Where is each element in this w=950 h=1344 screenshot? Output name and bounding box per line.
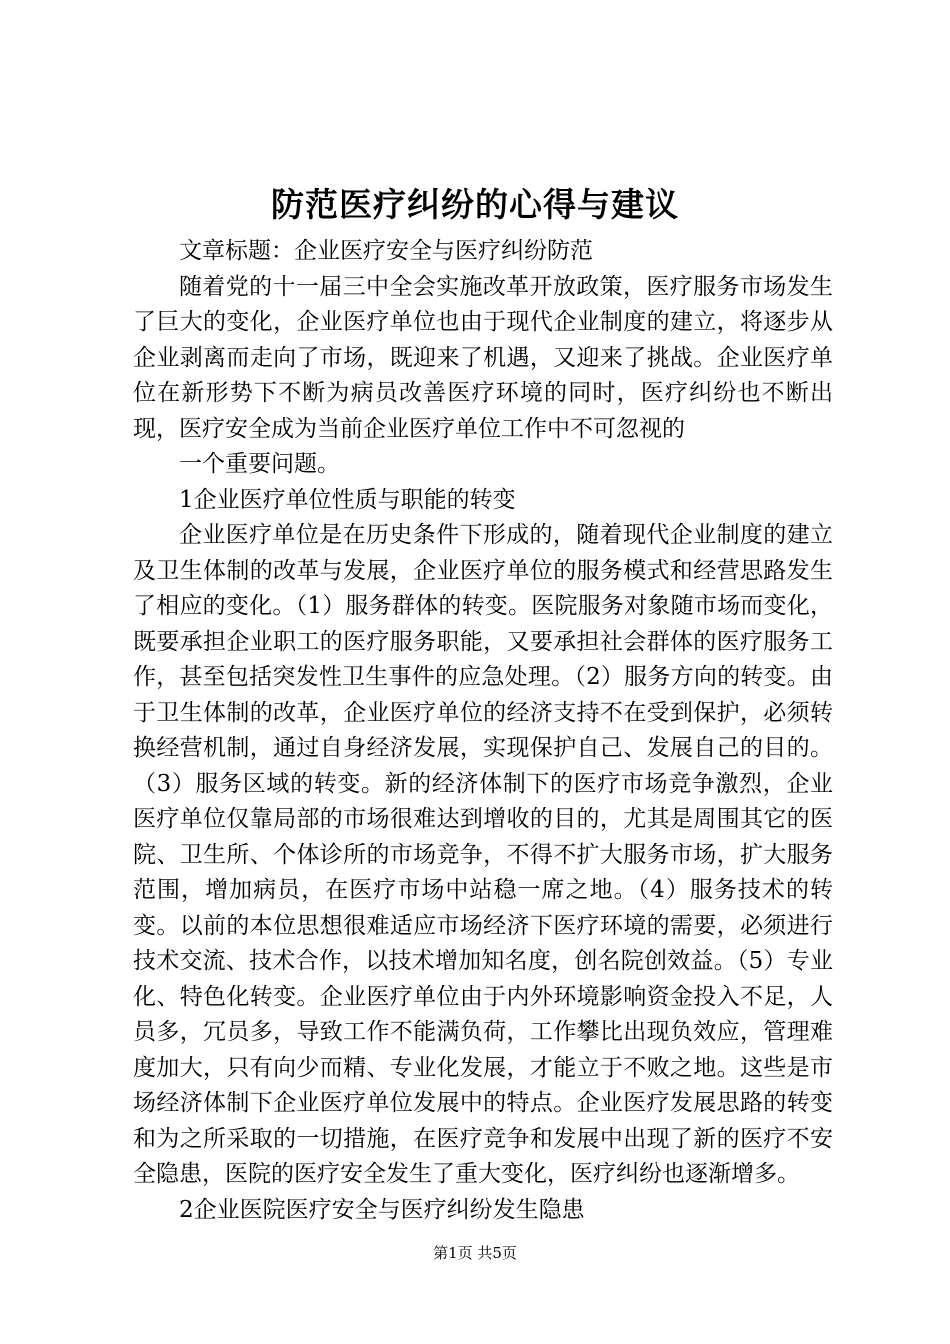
- section-heading-2: 2企业医院医疗安全与医疗纠纷发生隐患: [179, 1196, 585, 1223]
- intro-continuation: 一个重要问题。: [179, 451, 340, 477]
- page-footer: 第1页 共5页: [433, 1244, 517, 1262]
- document-title: 防范医疗纠纷的心得与建议: [271, 185, 679, 224]
- section-1-paragraph: 企业医疗单位是在历史条件下形成的，随着现代企业制度的建立及卫生体制的改革与发展，企业医疗单位的服务模式和经营思路发生了相应的变化。（1）服务群体的转变。医院服务对象随市场而变化，既要承担企业职工的医疗服务职能，又要承担社会群体的医疗服务工作，甚至包括突发性卫生事件的应急处理。（2）服务方向的转变。由于卫生体制的改革，企业医疗单位的经济支持不在受到保护，必须转换经营机制，通过自身经济发展，实现保护自己、发展自己的目的。（3）服务区域的转变。新的经济体制下的医疗市场竞争激烈，企业医疗单位仅靠局部的市场很难达到增收的目的，尤其是周围其它的医院、卫生所、个体诊所的市场竞争，不得不扩大服务市场，扩大服务范围，增加病员，在医疗市场中站稳一席之地。（4）服务技术的转变。以前的本位思想很难适应市场经济下医疗环境的需要，必须进行技术交流、技术合作，以技术增加知名度，创名院创效益。（5）专业化、特色化转变。企业医疗单位由于内外环境影响资金投入不足，人员多，冗员多，导致工作不能满负荷，工作攀比出现负效应，管理难度加大，只有向少而精、专业化发展，才能立于不败之地。这些是市场经济体制下企业医疗单位发展中的特点。企业医疗发展思路的转变和为之所采取的一切措施，在医疗竞争和发展中出现了新的医疗不安全隐患，医院的医疗安全发生了重大变化，医疗纠纷也逐渐增多。: [133, 522, 833, 1187]
- article-subtitle: 文章标题：企业医疗安全与医疗纠纷防范: [179, 238, 593, 264]
- document-body: [133, 234, 833, 1228]
- section-heading-1: 1企业医疗单位性质与职能的转变: [179, 486, 516, 513]
- intro-paragraph: 随着党的十一届三中全会实施改革开放政策，医疗服务市场发生了巨大的变化，企业医疗单位也由于现代企业制度的建立，将逐步从企业剥离而走向了市场，既迎来了机遇，又迎来了挑战。企业医疗单位在新形势下不断为病员改善医疗环境的同时，医疗纠纷也不断出现，医疗安全成为当前企业医疗单位工作中不可忽视的: [133, 273, 833, 442]
